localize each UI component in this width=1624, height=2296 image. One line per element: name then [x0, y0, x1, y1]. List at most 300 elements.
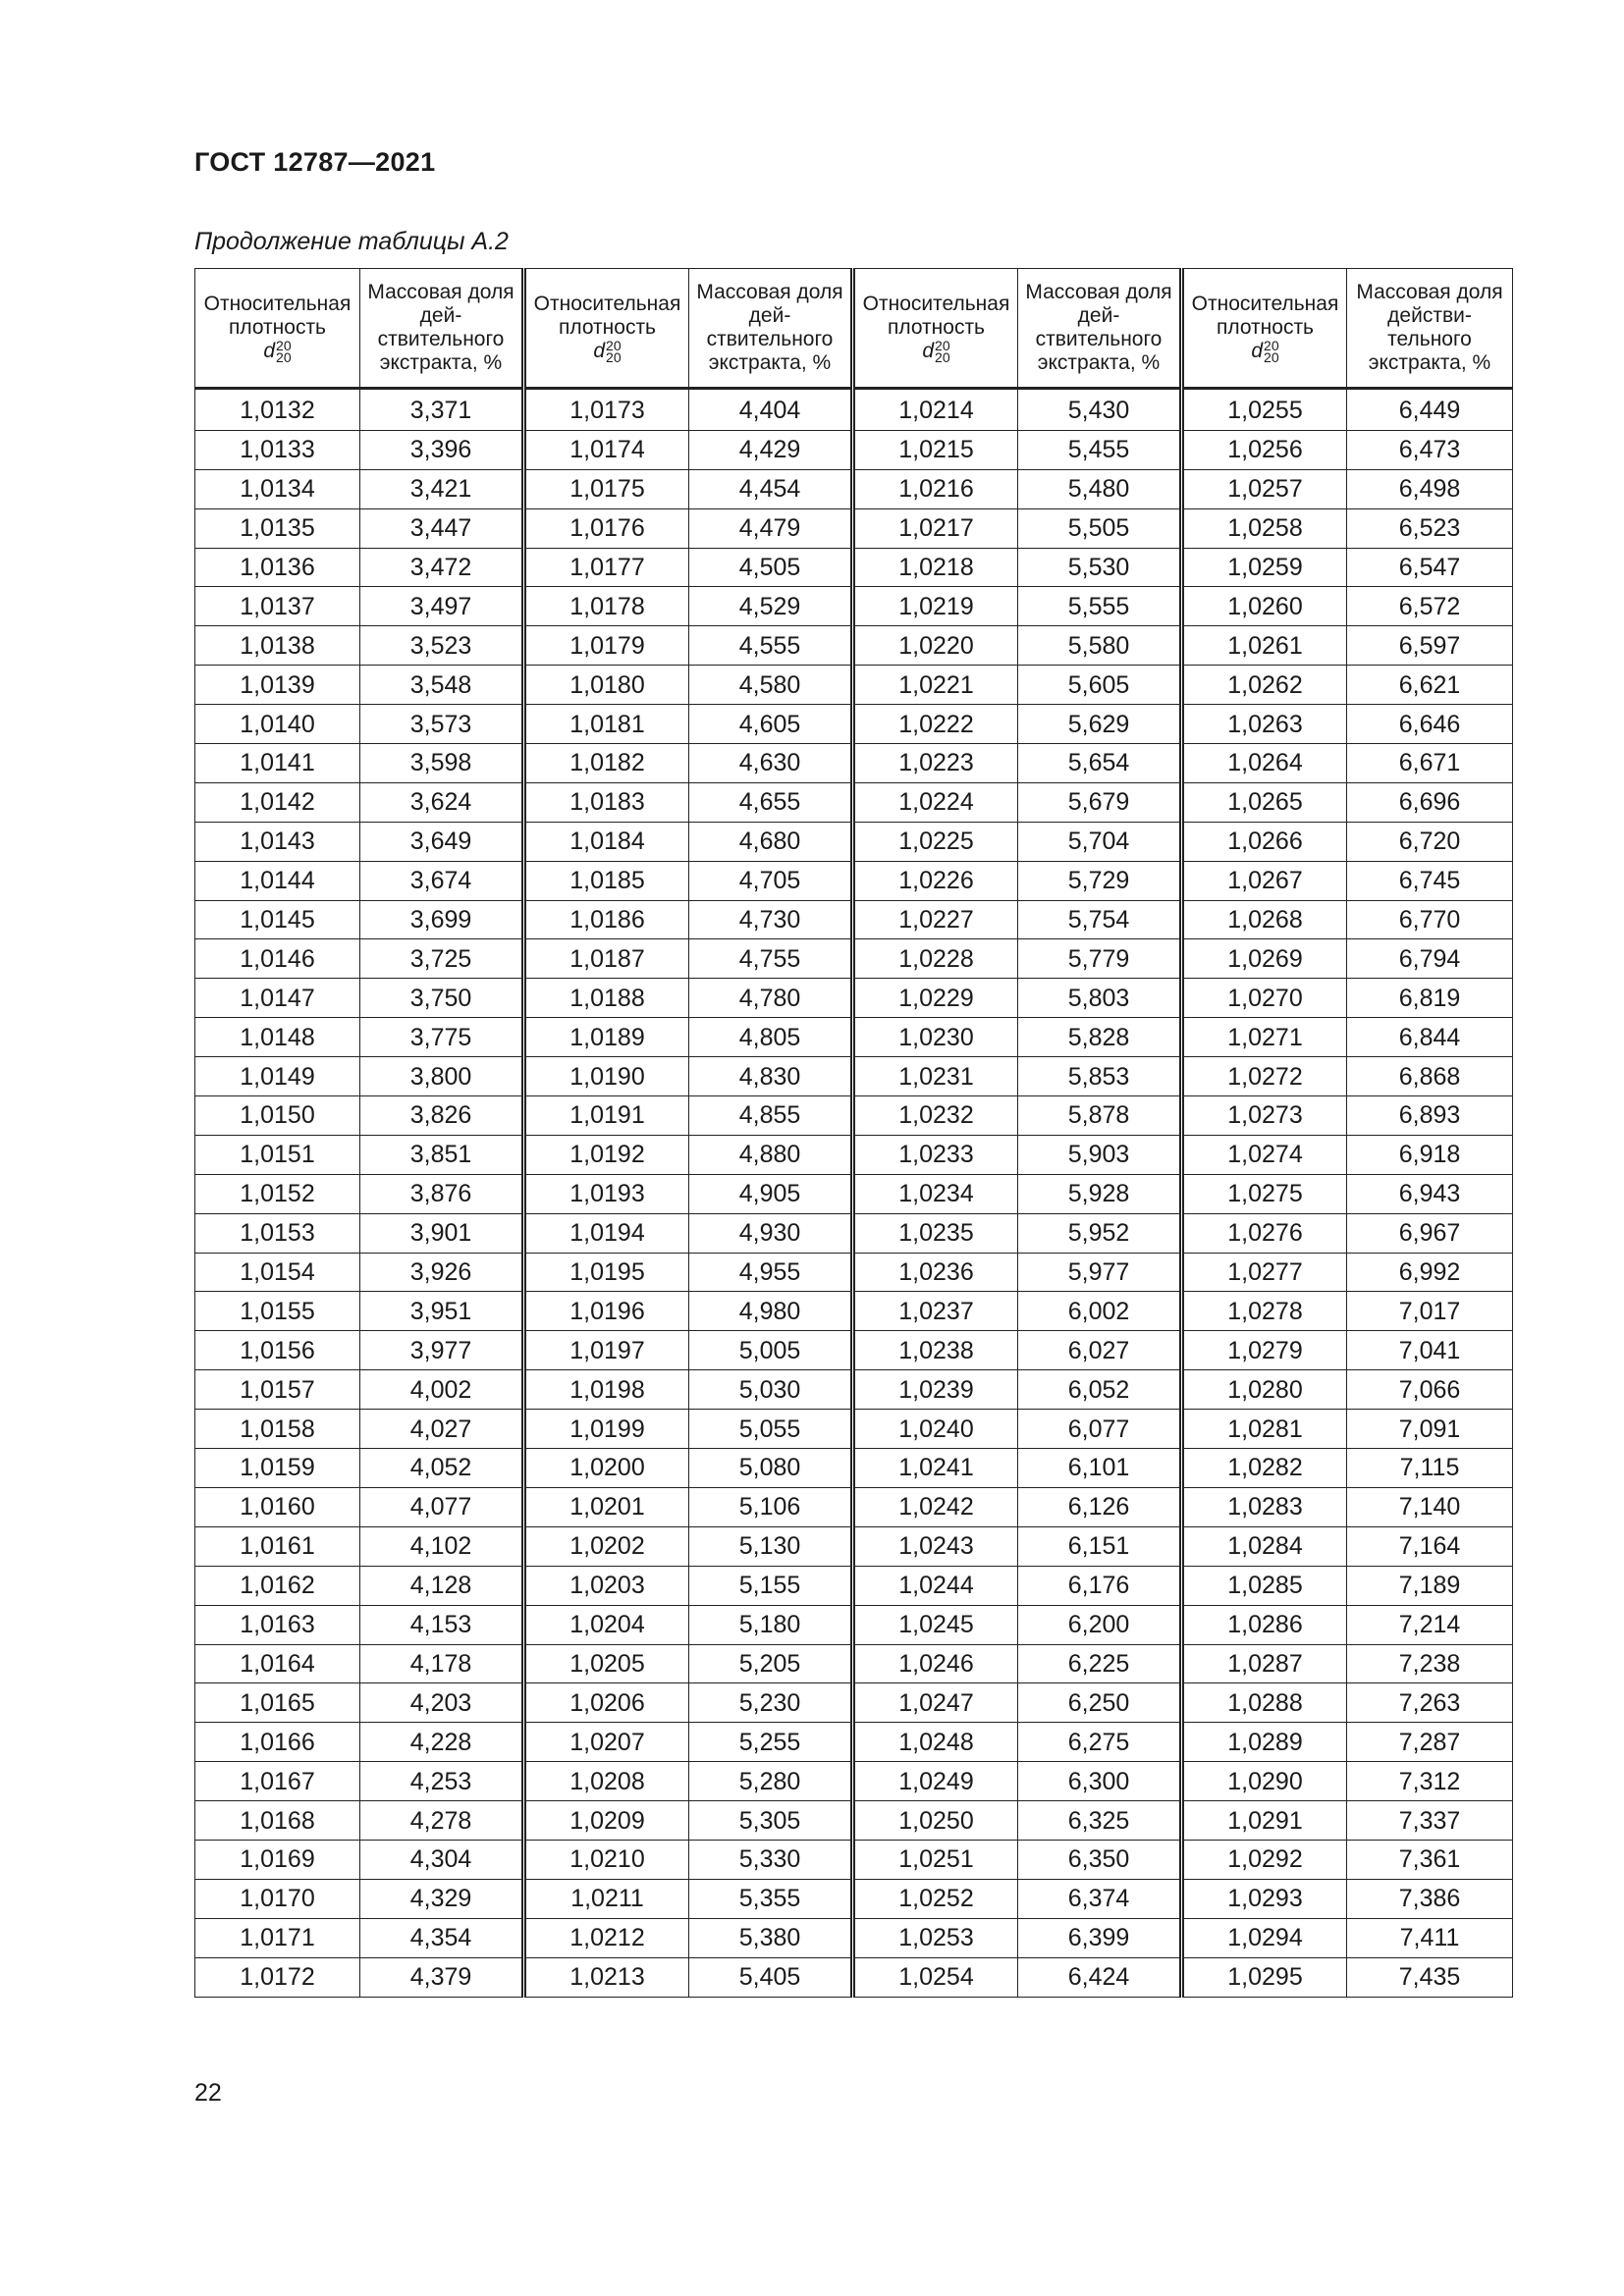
density-cell: 1,0174 — [524, 430, 689, 469]
extract-cell: 5,580 — [1018, 626, 1182, 666]
density-cell: 1,0283 — [1182, 1487, 1347, 1526]
density-cell: 1,0136 — [195, 548, 360, 587]
density-cell: 1,0139 — [195, 666, 360, 705]
density-cell: 1,0166 — [195, 1723, 360, 1762]
density-cell: 1,0150 — [195, 1096, 360, 1136]
extract-cell: 5,605 — [1018, 666, 1182, 705]
density-cell: 1,0287 — [1182, 1644, 1347, 1683]
density-cell: 1,0193 — [524, 1174, 689, 1213]
density-cell: 1,0142 — [195, 782, 360, 822]
extract-cell: 5,977 — [1018, 1253, 1182, 1292]
density-cell: 1,0218 — [853, 548, 1018, 587]
extract-cell: 6,720 — [1347, 822, 1513, 861]
table-row — [195, 1526, 1513, 1566]
extract-cell: 3,725 — [360, 939, 524, 979]
extract-cell: 5,255 — [689, 1723, 853, 1762]
density-cell: 1,0231 — [853, 1057, 1018, 1096]
extract-cell: 4,730 — [689, 900, 853, 939]
density-cell: 1,0212 — [524, 1918, 689, 1957]
extract-cell: 5,480 — [1018, 469, 1182, 508]
density-cell: 1,0227 — [853, 900, 1018, 939]
density-symbol: d 20 20 — [1251, 338, 1279, 366]
extract-cell: 5,130 — [689, 1526, 853, 1566]
density-cell: 1,0215 — [853, 430, 1018, 469]
extract-cell: 6,399 — [1018, 1918, 1182, 1957]
extract-cell: 4,830 — [689, 1057, 853, 1096]
extract-cell: 3,573 — [360, 705, 524, 744]
extract-cell: 3,775 — [360, 1018, 524, 1057]
density-cell: 1,0258 — [1182, 508, 1347, 548]
density-cell: 1,0255 — [1182, 389, 1347, 431]
extract-cell: 4,203 — [360, 1683, 524, 1723]
density-cell: 1,0192 — [524, 1135, 689, 1174]
density-cell: 1,0225 — [853, 822, 1018, 861]
extract-cell: 4,178 — [360, 1644, 524, 1683]
extract-cell: 6,943 — [1347, 1174, 1513, 1213]
density-cell: 1,0171 — [195, 1918, 360, 1957]
density-cell: 1,0276 — [1182, 1213, 1347, 1253]
extract-cell: 5,903 — [1018, 1135, 1182, 1174]
density-cell: 1,0146 — [195, 939, 360, 979]
extract-cell: 6,275 — [1018, 1723, 1182, 1762]
density-cell: 1,0282 — [1182, 1449, 1347, 1488]
density-cell: 1,0152 — [195, 1174, 360, 1213]
table-row — [195, 508, 1513, 548]
table-row — [195, 548, 1513, 587]
extract-cell: 4,780 — [689, 979, 853, 1018]
extract-cell: 5,305 — [689, 1801, 853, 1841]
table-row — [195, 1213, 1513, 1253]
extract-cell: 4,755 — [689, 939, 853, 979]
extract-cell: 5,928 — [1018, 1174, 1182, 1213]
extract-cell: 4,705 — [689, 861, 853, 900]
extract-cell: 6,597 — [1347, 626, 1513, 666]
extract-cell: 3,624 — [360, 782, 524, 822]
table-row — [195, 1096, 1513, 1136]
table-row — [195, 1683, 1513, 1723]
extract-cell: 4,102 — [360, 1526, 524, 1566]
table-row — [195, 1801, 1513, 1841]
density-cell: 1,0291 — [1182, 1801, 1347, 1841]
extract-cell: 3,523 — [360, 626, 524, 666]
density-cell: 1,0264 — [1182, 744, 1347, 783]
density-cell: 1,0149 — [195, 1057, 360, 1096]
density-cell: 1,0279 — [1182, 1331, 1347, 1370]
density-cell: 1,0222 — [853, 705, 1018, 744]
density-cell: 1,0251 — [853, 1840, 1018, 1879]
extract-cell: 6,449 — [1347, 389, 1513, 431]
density-cell: 1,0154 — [195, 1253, 360, 1292]
extract-cell: 4,429 — [689, 430, 853, 469]
density-cell: 1,0242 — [853, 1487, 1018, 1526]
header-density-label: Относительная плотность — [862, 292, 1010, 339]
header-density — [524, 269, 689, 389]
density-cell: 1,0199 — [524, 1410, 689, 1449]
extract-cell: 7,140 — [1347, 1487, 1513, 1526]
density-cell: 1,0228 — [853, 939, 1018, 979]
density-cell: 1,0189 — [524, 1018, 689, 1057]
extract-cell: 6,200 — [1018, 1605, 1182, 1644]
density-cell: 1,0170 — [195, 1879, 360, 1918]
density-symbol: d 20 20 — [593, 338, 622, 366]
density-cell: 1,0265 — [1182, 782, 1347, 822]
density-cell: 1,0137 — [195, 587, 360, 626]
table-row — [195, 389, 1513, 431]
table-row — [195, 1566, 1513, 1605]
density-cell: 1,0133 — [195, 430, 360, 469]
table-row — [195, 1331, 1513, 1370]
extract-cell: 4,052 — [360, 1449, 524, 1488]
extract-cell: 7,361 — [1347, 1840, 1513, 1879]
density-cell: 1,0245 — [853, 1605, 1018, 1644]
density-cell: 1,0244 — [853, 1566, 1018, 1605]
extract-cell: 4,479 — [689, 508, 853, 548]
extract-cell: 4,454 — [689, 469, 853, 508]
extract-cell: 5,030 — [689, 1370, 853, 1410]
density-cell: 1,0202 — [524, 1526, 689, 1566]
header-mass: Массовая доля дей- ствительного экстракта, % — [360, 269, 524, 389]
extract-cell: 6,325 — [1018, 1801, 1182, 1841]
extract-cell: 4,505 — [689, 548, 853, 587]
density-cell: 1,0191 — [524, 1096, 689, 1136]
extract-cell: 4,027 — [360, 1410, 524, 1449]
density-cell: 1,0196 — [524, 1292, 689, 1331]
extract-cell: 6,745 — [1347, 861, 1513, 900]
extract-cell: 7,066 — [1347, 1370, 1513, 1410]
density-cell: 1,0272 — [1182, 1057, 1347, 1096]
header-mass: Массовая доля дей- ствительного экстракта, % — [689, 269, 853, 389]
density-cell: 1,0243 — [853, 1526, 1018, 1566]
density-cell: 1,0151 — [195, 1135, 360, 1174]
density-cell: 1,0286 — [1182, 1605, 1347, 1644]
extract-cell: 5,828 — [1018, 1018, 1182, 1057]
table-row — [195, 1410, 1513, 1449]
density-cell: 1,0221 — [853, 666, 1018, 705]
extract-cell: 4,855 — [689, 1096, 853, 1136]
extract-cell: 4,304 — [360, 1840, 524, 1879]
extract-cell: 5,629 — [1018, 705, 1182, 744]
density-cell: 1,0268 — [1182, 900, 1347, 939]
density-cell: 1,0179 — [524, 626, 689, 666]
density-cell: 1,0274 — [1182, 1135, 1347, 1174]
extract-cell: 3,951 — [360, 1292, 524, 1331]
header-density-label: Относительная плотность — [1191, 292, 1339, 339]
extract-cell: 5,355 — [689, 1879, 853, 1918]
density-cell: 1,0254 — [853, 1957, 1018, 1997]
density-cell: 1,0186 — [524, 900, 689, 939]
density-cell: 1,0259 — [1182, 548, 1347, 587]
extract-cell: 7,263 — [1347, 1683, 1513, 1723]
extract-cell: 6,126 — [1018, 1487, 1182, 1526]
table-row — [195, 1644, 1513, 1683]
density-cell: 1,0275 — [1182, 1174, 1347, 1213]
table-row — [195, 666, 1513, 705]
extract-cell: 6,473 — [1347, 430, 1513, 469]
table-row — [195, 1174, 1513, 1213]
table-row — [195, 1057, 1513, 1096]
extract-cell: 6,992 — [1347, 1253, 1513, 1292]
density-cell: 1,0260 — [1182, 587, 1347, 626]
extract-cell: 4,404 — [689, 389, 853, 431]
density-cell: 1,0155 — [195, 1292, 360, 1331]
density-cell: 1,0205 — [524, 1644, 689, 1683]
extract-cell: 5,704 — [1018, 822, 1182, 861]
extract-cell: 5,455 — [1018, 430, 1182, 469]
density-cell: 1,0140 — [195, 705, 360, 744]
extract-cell: 4,905 — [689, 1174, 853, 1213]
extract-cell: 6,621 — [1347, 666, 1513, 705]
density-cell: 1,0238 — [853, 1331, 1018, 1370]
table-row — [195, 430, 1513, 469]
extract-cell: 4,329 — [360, 1879, 524, 1918]
density-cell: 1,0209 — [524, 1801, 689, 1841]
density-cell: 1,0200 — [524, 1449, 689, 1488]
extract-cell: 3,649 — [360, 822, 524, 861]
table-caption: Продолжение таблицы А.2 — [194, 228, 509, 255]
extract-table — [194, 268, 1513, 1998]
extract-cell: 3,371 — [360, 389, 524, 431]
density-cell: 1,0190 — [524, 1057, 689, 1096]
extract-cell: 4,278 — [360, 1801, 524, 1841]
extract-cell: 5,555 — [1018, 587, 1182, 626]
table-row — [195, 1840, 1513, 1879]
extract-cell: 5,155 — [689, 1566, 853, 1605]
density-cell: 1,0183 — [524, 782, 689, 822]
extract-cell: 4,605 — [689, 705, 853, 744]
extract-cell: 5,679 — [1018, 782, 1182, 822]
extract-cell: 6,027 — [1018, 1331, 1182, 1370]
extract-cell: 3,800 — [360, 1057, 524, 1096]
density-cell: 1,0177 — [524, 548, 689, 587]
extract-cell: 6,151 — [1018, 1526, 1182, 1566]
density-cell: 1,0159 — [195, 1449, 360, 1488]
extract-cell: 7,312 — [1347, 1762, 1513, 1801]
density-symbol: d 20 20 — [922, 338, 950, 366]
table-body — [195, 389, 1513, 1998]
extract-cell: 7,287 — [1347, 1723, 1513, 1762]
density-cell: 1,0271 — [1182, 1018, 1347, 1057]
extract-cell: 6,844 — [1347, 1018, 1513, 1057]
density-cell: 1,0172 — [195, 1957, 360, 1997]
extract-cell: 7,238 — [1347, 1644, 1513, 1683]
extract-cell: 4,980 — [689, 1292, 853, 1331]
extract-cell: 6,696 — [1347, 782, 1513, 822]
extract-cell: 3,598 — [360, 744, 524, 783]
table-row — [195, 1723, 1513, 1762]
extract-cell: 7,411 — [1347, 1918, 1513, 1957]
extract-cell: 5,405 — [689, 1957, 853, 1997]
extract-cell: 5,754 — [1018, 900, 1182, 939]
density-cell: 1,0210 — [524, 1840, 689, 1879]
density-cell: 1,0181 — [524, 705, 689, 744]
table-row — [195, 1879, 1513, 1918]
extract-cell: 3,876 — [360, 1174, 524, 1213]
extract-cell: 5,654 — [1018, 744, 1182, 783]
extract-cell: 5,205 — [689, 1644, 853, 1683]
density-cell: 1,0134 — [195, 469, 360, 508]
extract-cell: 6,646 — [1347, 705, 1513, 744]
header-density — [853, 269, 1018, 389]
extract-cell: 6,424 — [1018, 1957, 1182, 1997]
extract-cell: 7,189 — [1347, 1566, 1513, 1605]
density-cell: 1,0198 — [524, 1370, 689, 1410]
table-row — [195, 900, 1513, 939]
density-cell: 1,0235 — [853, 1213, 1018, 1253]
extract-cell: 4,805 — [689, 1018, 853, 1057]
density-cell: 1,0201 — [524, 1487, 689, 1526]
density-cell: 1,0278 — [1182, 1292, 1347, 1331]
extract-cell: 4,930 — [689, 1213, 853, 1253]
density-cell: 1,0280 — [1182, 1370, 1347, 1410]
table-row — [195, 1370, 1513, 1410]
extract-cell: 4,128 — [360, 1566, 524, 1605]
density-cell: 1,0224 — [853, 782, 1018, 822]
density-cell: 1,0219 — [853, 587, 1018, 626]
density-cell: 1,0141 — [195, 744, 360, 783]
density-cell: 1,0148 — [195, 1018, 360, 1057]
density-cell: 1,0236 — [853, 1253, 1018, 1292]
extract-cell: 4,002 — [360, 1370, 524, 1410]
table-row — [195, 587, 1513, 626]
header-mass: Массовая доля действи- тельного экстракта, % — [1347, 269, 1513, 389]
density-cell: 1,0290 — [1182, 1762, 1347, 1801]
extract-cell: 5,330 — [689, 1840, 853, 1879]
extract-cell: 4,379 — [360, 1957, 524, 1997]
density-cell: 1,0178 — [524, 587, 689, 626]
extract-cell: 6,374 — [1018, 1879, 1182, 1918]
extract-cell: 6,250 — [1018, 1683, 1182, 1723]
density-cell: 1,0284 — [1182, 1526, 1347, 1566]
table-row — [195, 1487, 1513, 1526]
density-cell: 1,0160 — [195, 1487, 360, 1526]
table-row — [195, 1605, 1513, 1644]
extract-cell: 5,230 — [689, 1683, 853, 1723]
extract-cell: 4,880 — [689, 1135, 853, 1174]
density-cell: 1,0185 — [524, 861, 689, 900]
density-cell: 1,0176 — [524, 508, 689, 548]
density-cell: 1,0253 — [853, 1918, 1018, 1957]
density-cell: 1,0295 — [1182, 1957, 1347, 1997]
extract-cell: 5,005 — [689, 1331, 853, 1370]
table-row — [195, 939, 1513, 979]
density-symbol: d 20 20 — [263, 338, 292, 366]
density-cell: 1,0156 — [195, 1331, 360, 1370]
density-cell: 1,0232 — [853, 1096, 1018, 1136]
density-cell: 1,0213 — [524, 1957, 689, 1997]
extract-cell: 6,868 — [1347, 1057, 1513, 1096]
density-cell: 1,0169 — [195, 1840, 360, 1879]
density-cell: 1,0204 — [524, 1605, 689, 1644]
header-density-label: Относительная плотность — [533, 292, 681, 339]
extract-cell: 5,280 — [689, 1762, 853, 1801]
density-cell: 1,0163 — [195, 1605, 360, 1644]
extract-cell: 4,680 — [689, 822, 853, 861]
extract-cell: 6,893 — [1347, 1096, 1513, 1136]
density-cell: 1,0132 — [195, 389, 360, 431]
table-row — [195, 861, 1513, 900]
density-cell: 1,0230 — [853, 1018, 1018, 1057]
density-cell: 1,0164 — [195, 1644, 360, 1683]
extract-cell: 6,819 — [1347, 979, 1513, 1018]
density-cell: 1,0207 — [524, 1723, 689, 1762]
density-cell: 1,0161 — [195, 1526, 360, 1566]
extract-cell: 4,655 — [689, 782, 853, 822]
density-cell: 1,0262 — [1182, 666, 1347, 705]
density-cell: 1,0263 — [1182, 705, 1347, 744]
density-cell: 1,0158 — [195, 1410, 360, 1449]
density-cell: 1,0226 — [853, 861, 1018, 900]
extract-cell: 7,435 — [1347, 1957, 1513, 1997]
extract-cell: 3,826 — [360, 1096, 524, 1136]
extract-cell: 7,017 — [1347, 1292, 1513, 1331]
extract-cell: 3,699 — [360, 900, 524, 939]
density-cell: 1,0223 — [853, 744, 1018, 783]
extract-cell: 5,729 — [1018, 861, 1182, 900]
extract-cell: 4,228 — [360, 1723, 524, 1762]
density-cell: 1,0180 — [524, 666, 689, 705]
extract-cell: 5,430 — [1018, 389, 1182, 431]
header-density — [195, 269, 360, 389]
extract-cell: 6,101 — [1018, 1449, 1182, 1488]
extract-cell: 3,421 — [360, 469, 524, 508]
density-cell: 1,0144 — [195, 861, 360, 900]
density-cell: 1,0270 — [1182, 979, 1347, 1018]
density-cell: 1,0147 — [195, 979, 360, 1018]
density-cell: 1,0288 — [1182, 1683, 1347, 1723]
extract-cell: 4,529 — [689, 587, 853, 626]
extract-cell: 6,300 — [1018, 1762, 1182, 1801]
table-row — [195, 1253, 1513, 1292]
density-cell: 1,0187 — [524, 939, 689, 979]
density-cell: 1,0277 — [1182, 1253, 1347, 1292]
extract-cell: 6,176 — [1018, 1566, 1182, 1605]
table-row — [195, 469, 1513, 508]
extract-cell: 6,770 — [1347, 900, 1513, 939]
density-cell: 1,0173 — [524, 389, 689, 431]
extract-cell: 5,505 — [1018, 508, 1182, 548]
table-row — [195, 1018, 1513, 1057]
density-cell: 1,0211 — [524, 1879, 689, 1918]
density-cell: 1,0175 — [524, 469, 689, 508]
extract-cell: 5,878 — [1018, 1096, 1182, 1136]
density-cell: 1,0162 — [195, 1566, 360, 1605]
density-cell: 1,0273 — [1182, 1096, 1347, 1136]
extract-cell: 5,803 — [1018, 979, 1182, 1018]
density-cell: 1,0217 — [853, 508, 1018, 548]
header-mass: Массовая доля дей- ствительного экстракта, % — [1018, 269, 1182, 389]
density-cell: 1,0257 — [1182, 469, 1347, 508]
extract-cell: 6,967 — [1347, 1213, 1513, 1253]
extract-cell: 7,214 — [1347, 1605, 1513, 1644]
density-cell: 1,0184 — [524, 822, 689, 861]
extract-cell: 3,851 — [360, 1135, 524, 1174]
density-cell: 1,0206 — [524, 1683, 689, 1723]
extract-cell: 5,055 — [689, 1410, 853, 1449]
density-cell: 1,0269 — [1182, 939, 1347, 979]
extract-cell: 6,671 — [1347, 744, 1513, 783]
header-density — [1182, 269, 1347, 389]
density-cell: 1,0289 — [1182, 1723, 1347, 1762]
density-cell: 1,0203 — [524, 1566, 689, 1605]
density-cell: 1,0168 — [195, 1801, 360, 1841]
extract-cell: 4,153 — [360, 1605, 524, 1644]
extract-cell: 5,180 — [689, 1605, 853, 1644]
extract-cell: 7,041 — [1347, 1331, 1513, 1370]
extract-cell: 5,853 — [1018, 1057, 1182, 1096]
extract-cell: 4,555 — [689, 626, 853, 666]
extract-cell: 6,572 — [1347, 587, 1513, 626]
density-cell: 1,0285 — [1182, 1566, 1347, 1605]
